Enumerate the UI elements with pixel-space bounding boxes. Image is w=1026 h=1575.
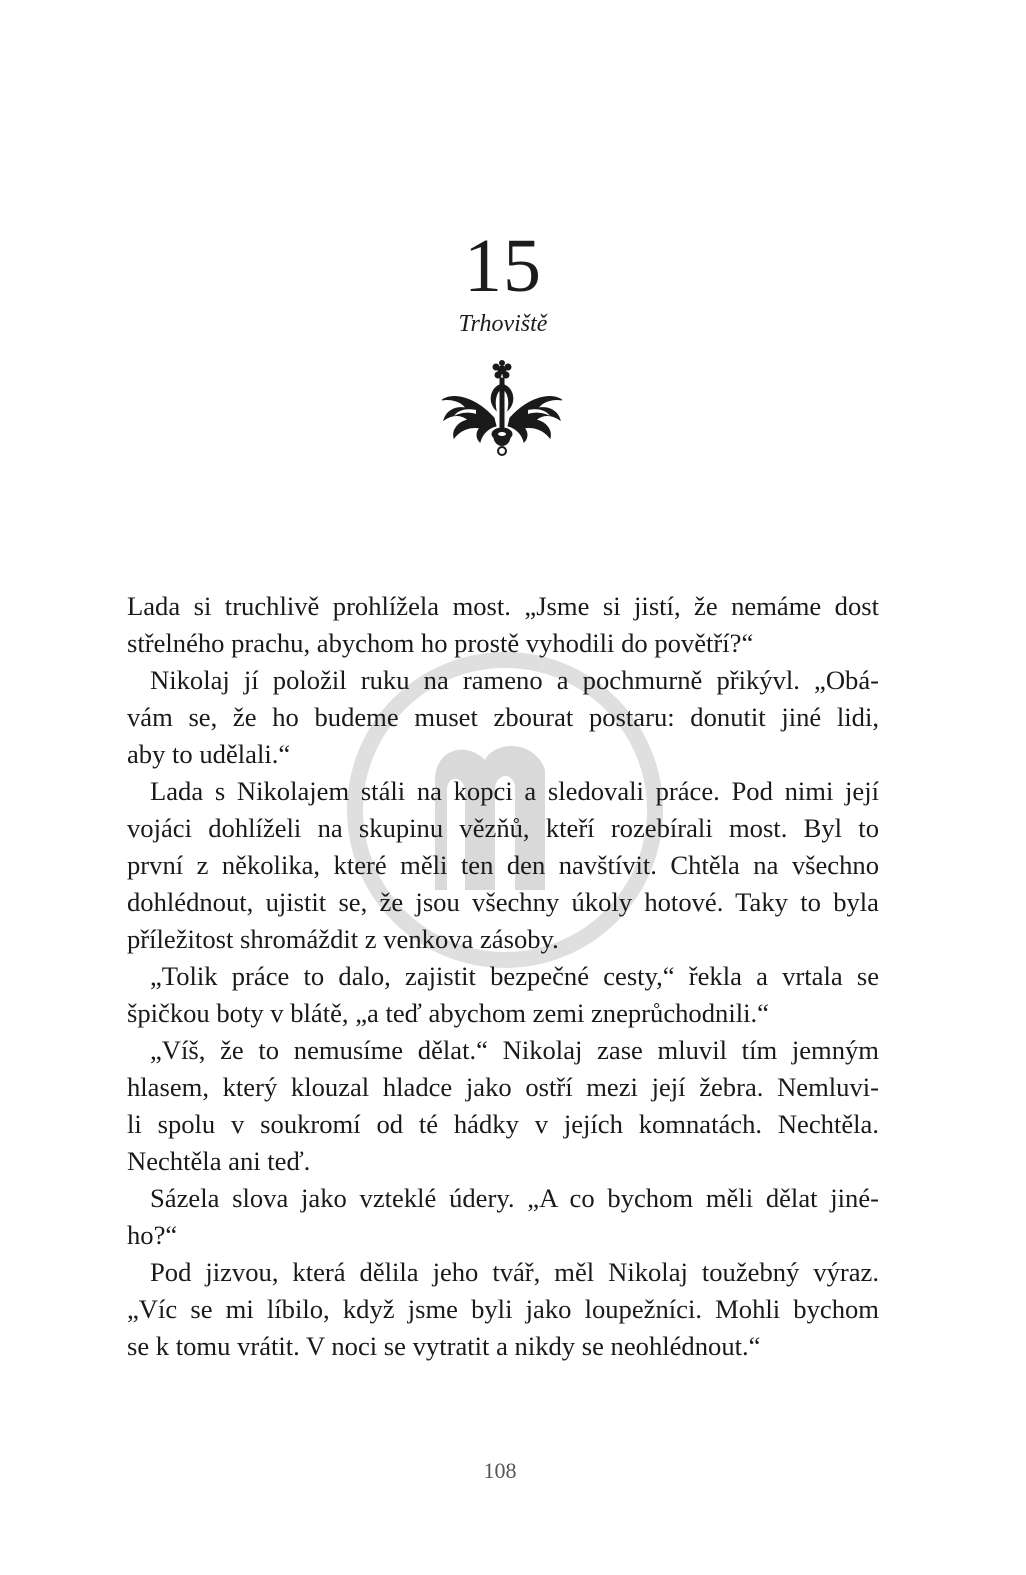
text-line: dohlédnout, ujistit se, že jsou všechny úkoly hotové. Taky to byla [127, 887, 879, 917]
text-line: příležitost shromáždit z venkova zásoby. [127, 924, 559, 954]
page-number: 108 [483, 1458, 517, 1483]
text-line: hlasem, který klouzal hladce jako ostří mezi její žebra. Nemluvi- [127, 1072, 879, 1102]
chapter-title: Trhoviště [458, 311, 548, 337]
text-line: Nikolaj jí položil ruku na rameno a pochmurně přikývl. „Obá- [150, 665, 879, 695]
text-line: aby to udělali.“ [127, 739, 291, 769]
text-line: vám se, že ho budeme muset zbourat postaru: donutit jiné lidi, [127, 702, 879, 732]
body-text [127, 588, 879, 1365]
text-line: vojáci dohlíželi na skupinu vězňů, kteří rozebírali most. Byl to [127, 813, 879, 843]
text-line: Pod jizvou, která dělila jeho tvář, měl Nikolaj toužebný výraz. [150, 1257, 879, 1287]
text-line: se k tomu vrátit. V noci se vytratit a nikdy se neohlédnout.“ [127, 1331, 761, 1361]
floral-ornament-icon [436, 358, 568, 458]
chapter-number: 15 [464, 224, 542, 308]
text-line: první z několika, které měli ten den navštívit. Chtěla na všechno [127, 850, 879, 880]
text-line: Lada si truchlivě prohlížela most. „Jsme si jistí, že nemáme dost [127, 591, 879, 621]
text-line: „Tolik práce to dalo, zajistit bezpečné cesty,“ řekla a vrtala se [150, 961, 879, 991]
text-line: Sázela slova jako vzteklé údery. „A co bychom měli dělat jiné- [150, 1183, 879, 1213]
text-line: Lada s Nikolajem stáli na kopci a sledovali práce. Pod nimi její [150, 776, 879, 806]
text-line: li spolu v soukromí od té hádky v jejích komnatách. Nechtěla. [127, 1109, 879, 1139]
text-line: „Víš, že to nemusíme dělat.“ Nikolaj zase mluvil tím jemným [150, 1035, 879, 1065]
text-line: ho?“ [127, 1220, 178, 1250]
text-line: špičkou boty v blátě, „a teď abychom zemi zneprůchodnili.“ [127, 998, 769, 1028]
text-line: „Víc se mi líbilo, když jsme byli jako loupežníci. Mohli bychom [127, 1294, 879, 1324]
text-line: střelného prachu, abychom ho prostě vyhodili do povětří?“ [127, 628, 754, 658]
text-line: Nechtěla ani teď. [127, 1146, 311, 1176]
